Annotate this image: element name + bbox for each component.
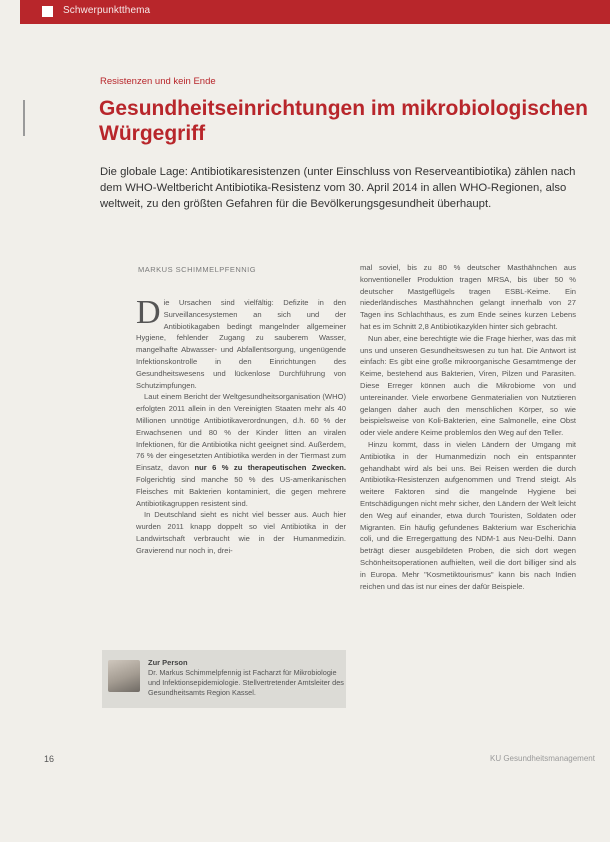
author-info-heading: Zur Person	[148, 658, 188, 667]
magazine-name: KU Gesundheitsmanagement	[490, 754, 595, 763]
paragraph-2	[136, 391, 346, 509]
author-photo	[108, 660, 140, 692]
article-title: Gesundheitseinrichtungen im mikrobiologischen Würgegriff	[99, 97, 588, 145]
paragraph-2-rest: Folgerichtig sind manche 50 % des US-amerikanischen Fleisches mit Bakterien kontaminiert, die gegen mehrere Antibiotikagruppen resistent sind.	[136, 474, 346, 508]
paragraph-4: mal soviel, bis zu 80 % deutscher Masthähnchen aus konventioneller Produktion tragen MRSA, bis über 50 % deutscher Mastgeflügels tragen ESBL-Keime. Ein niederländisches Masthähnchen gelangt innerhalb von 27 Tagen ins Schlachthaus, es zum Ende seines kurzen Lebens hat es im Schnitt 2,8 Antibiotikazyklen hinter sich gebracht.	[360, 263, 576, 331]
article-kicker: Resistenzen und kein Ende	[100, 76, 216, 87]
margin-mark	[23, 100, 25, 136]
section-label: Schwerpunktthema	[63, 5, 151, 16]
article-column-2	[360, 262, 576, 592]
paragraph-5: Nun aber, eine berechtigte wie die Frage hierher, was das mit uns und unseren Gesundheitswesen zu tun hat. Die Antwort ist einfach: Es gibt eine große mikroorganische Gesamtmenge der Keime, bestehend aus Bakterien, Viren, Pilzen und Parasiten. Diese Erreger können auch die Mikrobiome von und untereinander. Viele erworbene Genmaterialien von Nutztieren gelangen daher auch den menschlichen Körper, so wie beispielsweise von Koli-Bakterien, eine Salmonelle, eine Obst oder viele andere Keime problemlos den Weg auf den Teller.	[360, 333, 576, 438]
page-number: 16	[44, 754, 55, 764]
article-lead: Die globale Lage: Antibiotikaresistenzen (unter Einschluss von Reserveantibiotika) zählen nach dem WHO-Weltbericht Antibiotika-Resistenz vom 30. April 2014 in allen WHO-Regionen, also weltweit, zu den größten Gefahren für die Bevölkerungsgesundheit überhaupt.	[100, 166, 576, 210]
section-marker-icon	[42, 6, 53, 17]
paragraph-1	[136, 294, 346, 391]
article-column-1	[136, 294, 346, 557]
highlight-text: nur 6 % zu therapeutischen Zwecken.	[194, 463, 346, 473]
article-author: MARKUS SCHIMMELPFENNIG	[138, 265, 257, 274]
drop-cap: D	[136, 294, 161, 331]
author-info-text: Dr. Markus Schimmelpfennig ist Facharzt für Mikrobiologie und Infektionsepidemiologie. Stellvertretender Amtsleiter des Gesundheitsamts Region Kassel.	[148, 668, 344, 697]
paragraph-6: Hinzu kommt, dass in vielen Ländern der Umgang mit Antibiotika in der Humanmedizin noch ein entspannter gehandhabt wird als bei uns. Bei Reisen werden die durch Antibiotika-Resistenzen aufgenommen und Trend steigt. Als weitere Faktoren sind die mangelnde Hygiene bei Entschädigungen nicht mehr sicher, den Ländern der Welt leicht den Weg auf einander, etwa durch Touristen, Soldaten oder Migranten. Ein häufig gefundenes Bakterium war Escherichia coli, und die Erregergattung des NDM-1 aus Neu-Delhi. Dann beträgt dieser ausgebildeten Proben, die sich dort wegen Schönheitsoperationen aufhielten, weil die dort billiger sind als in Europa. Mehr "Kosmetiktourismus" kann bis nach Indien reichen und das ist nur eines der dafür Beispiele.	[360, 439, 576, 591]
paragraph-1-text: ie Ursachen sind vielfältig: Defizite in den Surveillancesystemen an sich und der Antibiotikagaben bedingt mangelnder allgemeiner Hygiene, fehlender Zugang zu sauberem Wasser, mangelhafte Abwasser- und Abfallentsorgung, ungenügende Infektionskontrolle in den Einrichtungen des Gesundheitswesens und lückenlose Durchführung von Schutzimpfungen.	[136, 298, 346, 390]
paragraph-2-text: Laut einem Bericht der Weltgesundheitsorganisation (WHO) erfolgten 2011 allein in den Vereinigten Staaten mehr als 40 Millionen unnötige Antibiotikaverordnungen, d.h. 60 % der Erwachsenen und 80 % der Kinder litten an viralen Infektionen, für die Antibiotika nicht geeignet sind. Außerdem, 76 % der eingesetzten Antibiotika werden in der Tiermast zum Einsatz, davon	[136, 392, 346, 473]
paragraph-3: In Deutschland sieht es nicht viel besser aus. Auch hier wurden 2011 knapp doppelt so viel Antibiotika in der Landwirtschaft verbraucht wie in der Humanmedizin. Gravierend nur noch in, drei-	[136, 510, 346, 555]
